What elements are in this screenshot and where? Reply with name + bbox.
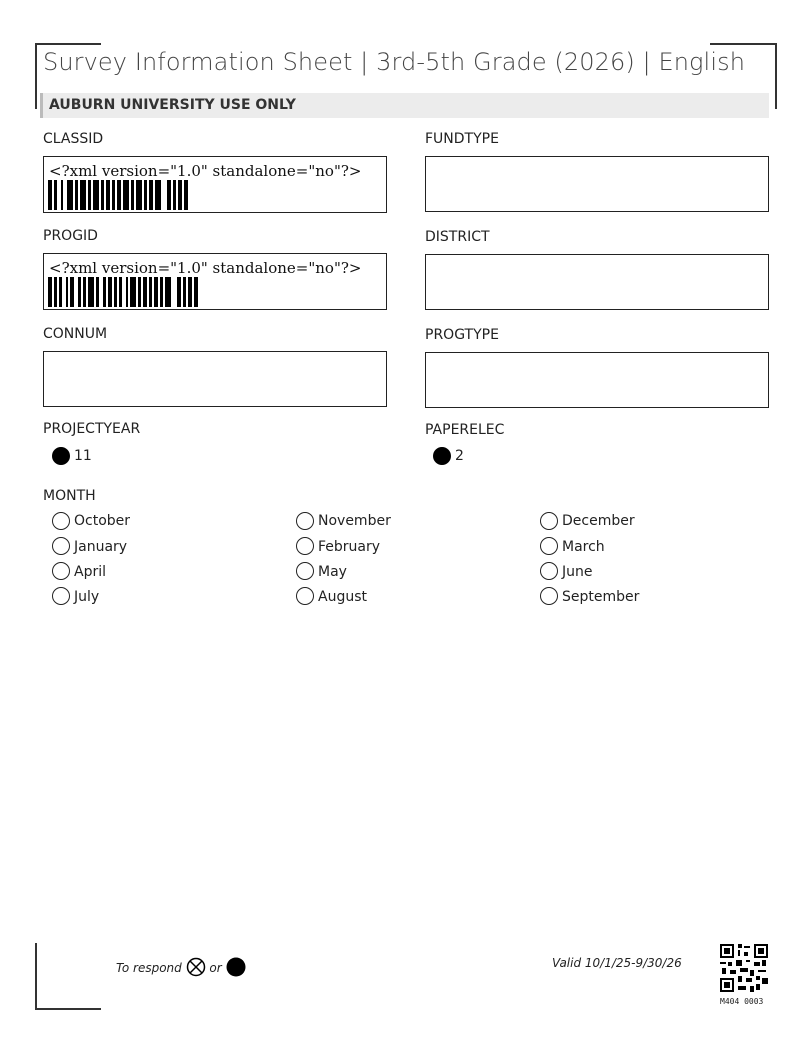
paperelec-label: PAPERELEC <box>425 422 505 438</box>
month-label: MONTH <box>43 488 96 504</box>
progtype-field[interactable] <box>425 352 769 408</box>
month-radio-january[interactable] <box>52 537 70 555</box>
month-radio-december[interactable] <box>540 512 558 530</box>
month-option-october: October <box>74 513 131 529</box>
fundtype-label: FUNDTYPE <box>425 131 499 147</box>
corner-mark-top-right-h <box>710 43 776 45</box>
district-field[interactable] <box>425 254 769 310</box>
projectyear-label: PROJECTYEAR <box>43 421 141 437</box>
month-radio-may[interactable] <box>296 562 314 580</box>
connum-label: CONNUM <box>43 326 108 342</box>
month-radio-july[interactable] <box>52 587 70 605</box>
month-option-august: August <box>318 589 367 605</box>
corner-mark-top-right-v <box>775 43 777 109</box>
classid-label: CLASSID <box>43 131 104 147</box>
progid-label: PROGID <box>43 228 98 244</box>
district-label: DISTRICT <box>425 229 490 245</box>
classid-barcode <box>48 180 188 210</box>
corner-mark-top-left-h <box>35 43 101 45</box>
projectyear-radio[interactable] <box>52 447 70 465</box>
month-option-may: May <box>318 564 347 580</box>
fundtype-field[interactable] <box>425 156 769 212</box>
connum-field[interactable] <box>43 351 387 407</box>
progid-barcode <box>48 277 198 307</box>
month-radio-september[interactable] <box>540 587 558 605</box>
month-radio-august[interactable] <box>296 587 314 605</box>
valid-dates: Valid 10/1/25-9/30/26 <box>552 956 682 970</box>
progtype-label: PROGTYPE <box>425 327 499 343</box>
qr-code-icon <box>720 944 768 992</box>
filled-circle-icon <box>226 957 246 977</box>
or-text: or <box>209 961 222 975</box>
respond-text: To respond <box>116 961 182 975</box>
section-label: AUBURN UNIVERSITY USE ONLY <box>49 97 296 113</box>
month-radio-april[interactable] <box>52 562 70 580</box>
month-radio-november[interactable] <box>296 512 314 530</box>
corner-mark-bottom-left-h <box>35 1008 101 1010</box>
classid-field[interactable] <box>43 156 387 213</box>
respond-instruction <box>116 957 246 977</box>
corner-mark-bottom-left-v <box>35 943 37 1009</box>
crossed-circle-icon <box>186 957 206 977</box>
corner-mark-top-left-v <box>35 43 37 109</box>
section-header <box>40 93 769 118</box>
month-radio-june[interactable] <box>540 562 558 580</box>
month-radio-march[interactable] <box>540 537 558 555</box>
month-option-february: February <box>318 539 381 555</box>
month-option-september: September <box>562 589 640 605</box>
month-option-march: March <box>562 539 605 555</box>
form-code: M404 0003 <box>720 997 764 1006</box>
progid-field[interactable] <box>43 253 387 310</box>
classid-xml-text: <?xml version="1.0" standalone="no"?> <box>49 162 362 180</box>
month-option-january: January <box>74 539 128 555</box>
month-option-april: April <box>74 564 106 580</box>
month-option-july: July <box>74 589 100 605</box>
projectyear-option: 11 <box>74 448 92 464</box>
paperelec-option: 2 <box>455 448 464 464</box>
month-option-november: November <box>318 513 391 529</box>
paperelec-radio[interactable] <box>433 447 451 465</box>
month-option-december: December <box>562 513 635 529</box>
progid-xml-text: <?xml version="1.0" standalone="no"?> <box>49 259 362 277</box>
month-radio-february[interactable] <box>296 537 314 555</box>
month-radio-october[interactable] <box>52 512 70 530</box>
page-title: Survey Information Sheet | 3rd-5th Grade (2026) | English <box>43 48 746 76</box>
month-option-june: June <box>562 564 593 580</box>
